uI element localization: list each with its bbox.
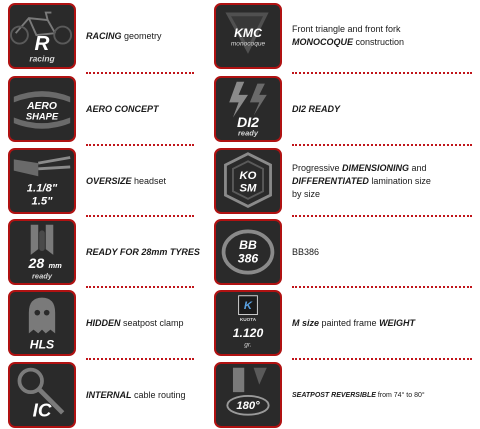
feature-racing [0,3,240,69]
caption-segment: READY FOR 28mm TYRES [86,246,200,257]
racing-bike-icon [8,3,76,69]
caption-segment: DI2 READY [292,103,341,114]
caption-segment: INTERNAL [86,389,132,400]
divider [86,215,194,217]
caption-segment: painted frame [319,317,380,328]
monocoque-frame-icon [214,3,282,69]
badge-text: BB [239,238,257,253]
caption-segment: Progressive [292,162,343,173]
badge-text: KO [239,170,257,183]
badge-text: ready [31,271,53,281]
feature-caption [292,148,442,214]
caption-segment: MONOCOQUE [292,37,354,47]
cable-routing-icon [8,362,76,428]
di2-lightning-icon [214,76,282,142]
badge-text: 28 [28,254,45,271]
badge-text: 1.1/8" [26,182,58,195]
caption-segment: WEIGHT [379,317,416,328]
caption-segment: cable routing [131,389,186,400]
feature-oversize [0,148,240,214]
caption-segment: M size [292,317,320,328]
caption-segment: RACING [86,30,122,41]
feature-caption [292,3,442,69]
ghost-clamp-icon [8,290,76,356]
caption-segment: construction [353,37,405,47]
caption-segment: DIFFERENTIATED [292,175,369,186]
feature-weight [206,290,446,356]
caption-segment: OVERSIZE [86,175,132,186]
badge-text: monocoque [230,40,266,48]
divider [86,286,194,288]
caption-segment: and [409,162,427,173]
divider [86,358,194,360]
divider [292,286,472,288]
badge-text: SM [239,182,257,195]
divider [292,358,472,360]
headset-icon [8,148,76,214]
feature-caption [292,290,442,356]
badge-text: gr. [244,341,252,349]
caption-segment: DIMENSIONING [342,162,410,173]
badge-text: IC [32,399,52,421]
badge-text: 1.120 [232,326,264,341]
badge-text: KUOTA [239,317,257,323]
caption-segment: geometry [121,30,162,41]
feature-caption [292,219,442,285]
badge-text: K [243,299,253,312]
caption-segment: BB386 [292,246,320,257]
caption-segment: from 74° to 80° [375,392,425,399]
divider [292,72,472,74]
feature-bb386 [206,219,446,285]
badge-text: 386 [237,251,259,266]
feature-internal [0,362,240,428]
caption-segment: lamination size by size [292,175,431,199]
badge-text: ready [237,128,259,138]
frame-weight-icon [214,290,282,356]
badge-text: SHAPE [25,110,59,122]
badge-text: 1.5" [31,195,53,208]
caption-segment: SEATPOST REVERSIBLE [292,392,376,399]
caption-segment: HIDDEN [86,317,121,328]
badge-text: R [34,32,50,56]
bb386-icon [214,219,282,285]
aero-shape-icon [8,76,76,142]
feature-caption [292,76,442,142]
feature-caption [292,362,442,428]
feature-tyres [0,219,240,285]
badge-text: racing [29,53,55,64]
badge-text: AERO [27,101,57,112]
badge-text: HLS [29,337,55,352]
feature-seatpost [206,362,446,428]
divider [292,144,472,146]
feature-kosm [206,148,446,214]
caption-segment: seatpost clamp [120,317,184,328]
caption-segment: headset [131,175,167,186]
feature-aero [0,76,240,142]
divider [292,215,472,217]
badge-text: mm [48,260,62,270]
divider [86,144,194,146]
ko-sm-icon [214,148,282,214]
badge-text: DI2 [237,113,259,130]
seatpost-rotate-icon [214,362,282,428]
feature-monocoque [206,3,446,69]
divider [86,72,194,74]
caption-segment: Front triangle and front fork [292,24,401,34]
feature-di2 [206,76,446,142]
badge-text: 180° [236,400,260,413]
feature-hls [0,290,240,356]
badge-text: KMC [234,25,262,40]
fork-tyre-icon [8,219,76,285]
caption-segment: AERO CONCEPT [86,103,159,114]
